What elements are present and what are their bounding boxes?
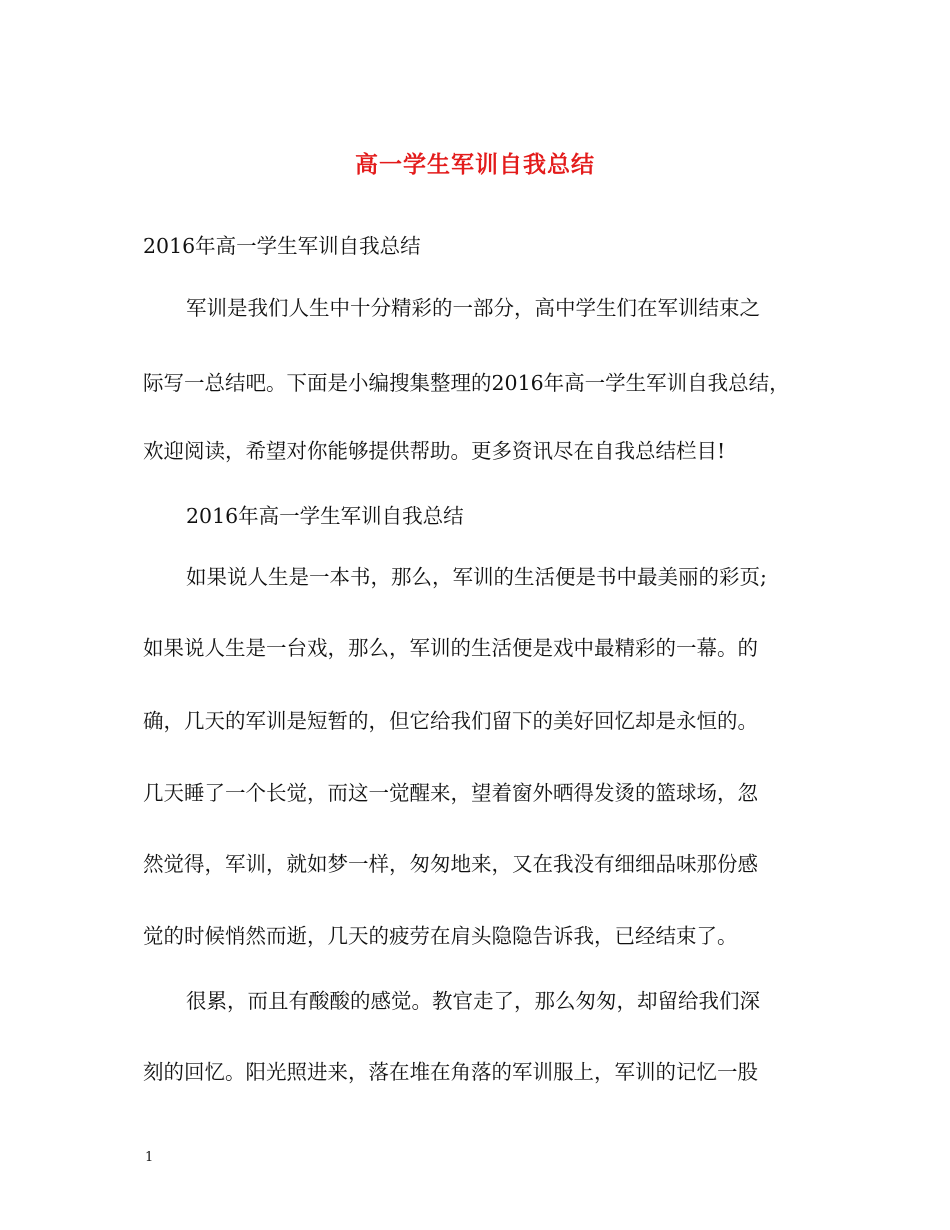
- paragraph-line: 军训是我们人生中十分精彩的一部分，高中学生们在军训结束之: [186, 296, 760, 320]
- paragraph-line: 际写一总结吧。下面是小编搜集整理的2016年高一学生军训自我总结，: [143, 371, 790, 395]
- paragraph-line: 几天睡了一个长觉，而这一觉醒来，望着窗外晒得发烫的篮球场，忽: [143, 781, 758, 805]
- paragraph-line: 如果说人生是一台戏，那么，军训的生活便是戏中最精彩的一幕。的: [143, 636, 758, 660]
- paragraph-line: 欢迎阅读，希望对你能够提供帮助。更多资讯尽在自我总结栏目!: [143, 439, 726, 463]
- page-number: 1: [145, 1150, 154, 1165]
- paragraph-line: 很累，而且有酸酸的感觉。教官走了，那么匆匆，却留给我们深: [186, 989, 760, 1013]
- paragraph-line: 确，几天的军训是短暂的，但它给我们留下的美好回忆却是永恒的。: [143, 709, 758, 733]
- subtitle-line: 2016年高一学生军训自我总结: [143, 234, 421, 258]
- paragraph-line: 觉的时候悄然而逝，几天的疲劳在肩头隐隐告诉我，已经结束了。: [143, 924, 738, 948]
- paragraph-line: 然觉得，军训，就如梦一样，匆匆地来，又在我没有细细品味那份感: [143, 852, 758, 876]
- section-heading-line: 2016年高一学生军训自我总结: [186, 504, 464, 528]
- document-title: 高一学生军训自我总结: [355, 151, 595, 178]
- paragraph-line: 刻的回忆。阳光照进来，落在堆在角落的军训服上，军训的记忆一股: [143, 1060, 758, 1084]
- paragraph-line: 如果说人生是一本书，那么，军训的生活便是书中最美丽的彩页;: [186, 565, 767, 589]
